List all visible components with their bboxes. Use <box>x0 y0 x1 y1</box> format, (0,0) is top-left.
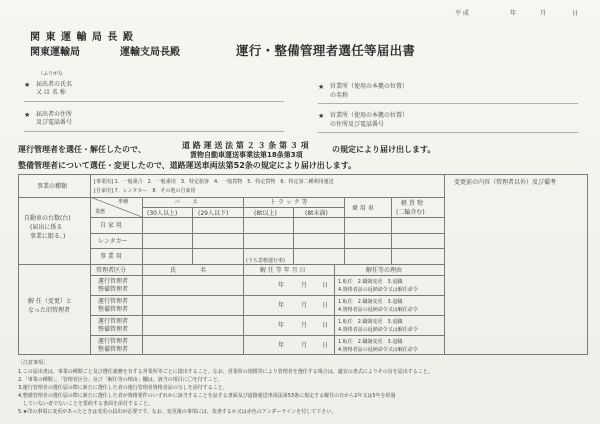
former-manager-label-2: なった旧管理者 <box>28 307 71 314</box>
divider <box>18 264 444 265</box>
date-day-label: 日 <box>322 322 329 329</box>
reason-options-1: 1.転任 2.職制変更 3.退職 <box>338 279 403 285</box>
truck-large-header: (8t以上) <box>254 210 277 217</box>
manager-kind-header: 管理者区分 <box>96 267 127 274</box>
applicant-address-label-2: 及び電話番号 <box>36 119 73 126</box>
statement1-law: 道 路 運 送 法 第 ２ ３ 条 第 ３ 項 <box>182 141 309 150</box>
dismissal-reason-header: 解任等の理由 <box>366 267 403 274</box>
date-year-label: 年 <box>278 282 285 289</box>
reason-options-1: 1.転任 2.職制変更 3.退職 <box>338 319 403 325</box>
date-era: 平 成 <box>455 10 469 17</box>
bus-large-header: (30人以上) <box>147 210 178 217</box>
manager-kind-operation: 運行管理者 <box>98 338 129 345</box>
date-month-label: 月 <box>301 322 308 329</box>
reason-options-1: 1.転任 2.職制変更 3.退職 <box>338 299 403 305</box>
dismissal-date-header: 解 任 等 年 月 日 <box>260 267 306 274</box>
former-manager-label-1: 解 任（変更）と <box>28 298 72 305</box>
row-rental: レンタカー <box>98 238 128 245</box>
note-item: 5.★印の事項に変更があったときは変更の届出が必要です。なお、変更後の事項には、朱書するか又は赤色のアンダーラインを付して下さい。 <box>18 409 337 415</box>
statement1-pre: 運行管理者を選任・解任したので、 <box>18 145 146 154</box>
manager-kind-operation: 運行管理者 <box>98 298 129 305</box>
light-freight-header-1: 軽 貨 物 <box>401 200 423 207</box>
office-address-label-2: の住所及び電話番号 <box>330 121 385 128</box>
reason-options-2: 4.資格者証の返納命令又は解任命令 <box>338 347 418 353</box>
passenger-car-header: 乗 用 車 <box>352 205 374 212</box>
office-address-underline <box>318 132 578 133</box>
addressee-line1: 関 東 運 輸 局 長 殿 <box>30 32 134 43</box>
business-type-row2: [自家用] 7．レンタカー 8．その他の自家用 <box>94 188 196 194</box>
statement2: 整備管理者について選任・変更したので、道路運送車両法第52条の規定により届け出します。 <box>18 161 357 170</box>
note-item: 4.整備管理者の選任届の際に新たに選任した者が資格要件のいずれかに該当することを証する書面及び道路運送車両法第53条に規定する解任の日から2年又は5年を経過 <box>18 393 396 399</box>
applicant-address-underline <box>24 131 284 132</box>
divider <box>243 264 244 355</box>
office-name-label-2: の名称 <box>330 92 349 99</box>
notes-heading: ［注意事項］ <box>18 360 49 366</box>
star-icon: ★ <box>318 83 325 91</box>
addressee-line2a: 関東運輸局 <box>30 47 80 58</box>
divider <box>90 264 91 355</box>
divider <box>334 264 335 355</box>
divider <box>192 207 193 264</box>
divider <box>90 295 444 296</box>
date-year-label: 年 <box>278 302 285 309</box>
date-month-label: 月 <box>301 342 308 349</box>
star-icon: ★ <box>318 112 325 120</box>
note-item: 1.この届出書は、事業の種類ごと及び選任義務を有する営業所等ごとに提出すること。なお、営業所の規模等により管理者を選任する場合は、適宜の書式によりその旨を届出すること。 <box>18 369 433 375</box>
date-month-label: 月 <box>301 282 308 289</box>
divider <box>90 275 444 276</box>
hearse-note: (うち霊柩運行車) <box>246 258 285 264</box>
applicant-name-label-1: 届出者の氏名 <box>36 81 73 88</box>
date-month-label: 月 <box>301 302 308 309</box>
reason-options-2: 4.資格者証の返納命令又は解任命令 <box>338 287 418 293</box>
form-title: 運行・整備管理者選任等届出書 <box>236 43 416 58</box>
reason-options-2: 4.資格者証の返納命令又は解任命令 <box>338 327 418 333</box>
date-day-label: 日 <box>322 302 329 309</box>
statement1-law-alt: 貨物自動車運送事業法第18条第3項 <box>190 151 303 159</box>
divider <box>142 207 344 208</box>
applicant-name-underline <box>24 101 284 102</box>
divider <box>142 264 143 355</box>
reason-options-1: 1.転任 2.職制変更 3.退職 <box>338 339 403 345</box>
date-year: 年 <box>510 10 517 17</box>
divider <box>90 335 444 336</box>
date-year-label: 年 <box>278 342 285 349</box>
manager-kind-operation: 運行管理者 <box>98 278 129 285</box>
applicant-name-label-2: 又 は 名 称 <box>36 89 66 96</box>
business-type-row1: [事業用] 1．一般乗合 2．一般乗用 3．特定旅客 4．一般貨物 5．特定貨物 6．特定第二種利用運送 <box>94 179 334 185</box>
truck-small-header: (8t未満) <box>305 210 328 217</box>
note-item: していない者でないことを誓約する書面を添付すること。 <box>18 401 154 407</box>
vehicle-count-label-1: 自動車の台数(台) <box>24 215 71 222</box>
addressee-line2b: 運輸支局長殿 <box>120 47 180 58</box>
divider <box>444 174 445 355</box>
notes-section <box>18 360 433 415</box>
truck-header: ト ラ ッ ク 等 <box>270 199 308 206</box>
office-address-label-1: 営業所（使用の本拠の位置） <box>330 112 409 119</box>
office-name-label-1: 営業所（使用の本拠の位置） <box>330 83 409 90</box>
light-freight-header-2: (二輪含む) <box>396 209 425 216</box>
manager-kind-maintenance: 整備管理者 <box>98 306 129 313</box>
change-note-label: 変更前の内容（管理者以外）及び備考 <box>454 179 557 186</box>
office-name-underline <box>318 103 578 104</box>
applicant-address-label-1: 届出者の住所 <box>36 111 73 118</box>
manager-kind-maintenance: 整備管理者 <box>98 326 129 333</box>
vehicle-count-label-3: 事業に限る。) <box>30 233 66 240</box>
row-private: 自 家 用 <box>100 222 122 229</box>
manager-kind-maintenance: 整備管理者 <box>98 346 129 353</box>
star-icon: ★ <box>24 81 31 89</box>
note-item: 2.「事業の種類」、「管理者区分」及び「解任等の理由」欄は、該当の項目に〇を付すこと。 <box>18 377 223 383</box>
manager-kind-operation: 運行管理者 <box>98 318 129 325</box>
divider <box>293 207 294 264</box>
manager-kind-maintenance: 整備管理者 <box>98 286 129 293</box>
vehicle-type-header: 車種 <box>118 199 129 205</box>
bus-header: バ ス <box>174 199 199 206</box>
divider <box>344 197 345 264</box>
divider <box>18 197 444 198</box>
bus-small-header: (29人以下) <box>198 210 229 217</box>
statement1-post: の規定により届け出します。 <box>332 145 436 154</box>
date-month: 月 <box>540 10 547 17</box>
vehicle-count-label-2: (届出に係る <box>30 224 63 231</box>
date-year-label: 年 <box>278 322 285 329</box>
note-item: 3.運行管理者の選任届の際に新たに選任した者の運行管理者資格者証の写しを添付すること。 <box>18 385 228 391</box>
date-day-label: 日 <box>322 342 329 349</box>
divider <box>391 197 392 264</box>
row-commercial: 事 業 用 <box>100 253 122 260</box>
star-icon: ★ <box>24 111 31 119</box>
business-type-label: 事業の種類 <box>37 183 68 190</box>
date-day-label: 日 <box>322 282 329 289</box>
business-form-header: 業態 <box>95 209 106 215</box>
divider <box>90 315 444 316</box>
reason-options-2: 4.資格者証の返納命令又は解任命令 <box>338 307 418 313</box>
date-day: 日 <box>572 10 579 17</box>
furigana-label: （ふりがな <box>38 71 64 77</box>
manager-name-header: 氏 名 <box>170 267 207 274</box>
